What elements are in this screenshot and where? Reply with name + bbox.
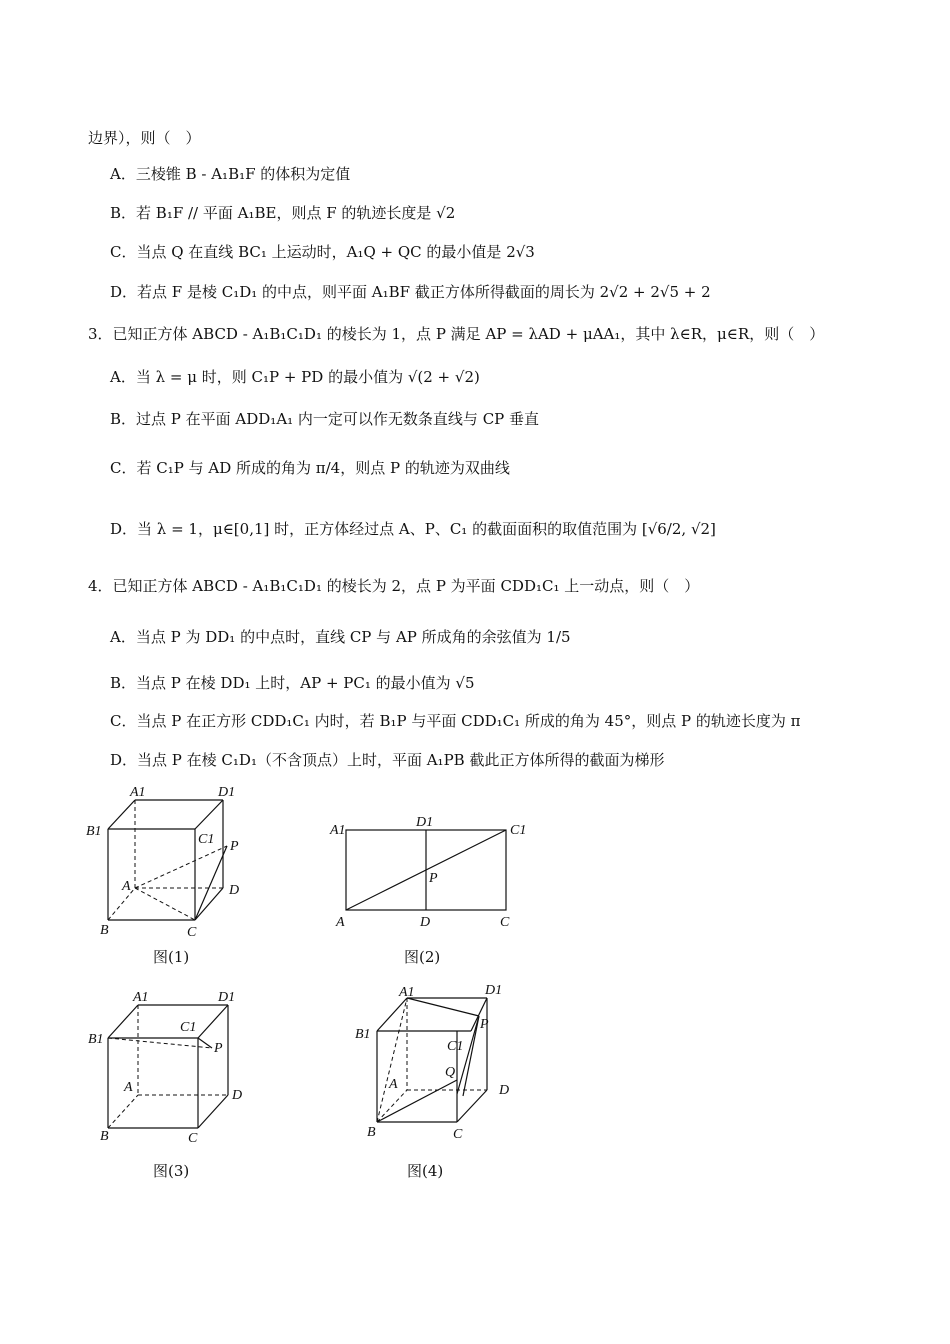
figure-3 [80, 985, 270, 1150]
hidden-edge [108, 1095, 138, 1128]
label-d: D [229, 883, 240, 898]
segment-cp [195, 846, 227, 920]
label-d1: D1 [218, 990, 236, 1005]
caption-figure-1: 图(1) [153, 948, 190, 966]
label-d1: D1 [485, 983, 503, 998]
label-d1: D1 [416, 815, 434, 830]
label-d1: D1 [218, 785, 236, 800]
label-b: B [100, 923, 109, 938]
label-a: A [389, 1077, 398, 1092]
option-c: C．若 C₁P 与 AD 所成的角为 π/4，则点 P 的轨迹为双曲线 [110, 459, 510, 477]
edge [457, 1090, 487, 1122]
edge [198, 1095, 228, 1128]
label-d: D [499, 1083, 510, 1098]
option-b: B．当点 P 在棱 DD₁ 上时，AP + PC₁ 的最小值为 √5 [110, 674, 475, 692]
caption-figure-3: 图(3) [153, 1162, 190, 1180]
hidden-edge [377, 1090, 407, 1122]
label-c: C [500, 915, 510, 930]
hidden-segment [135, 846, 227, 888]
label-a: A [122, 879, 131, 894]
option-b: B．若 B₁F // 平面 A₁BE，则点 F 的轨迹长度是 √2 [110, 204, 456, 222]
segment-b1p [108, 1038, 212, 1048]
edge [108, 1005, 138, 1038]
segment-a1b [377, 998, 407, 1122]
label-q: Q [445, 1065, 456, 1080]
edge [195, 888, 223, 920]
question-3: 3．已知正方体 ABCD - A₁B₁C₁D₁ 的棱长为 1，点 P 满足 AP = λAD + μAA₁，其中 λ∈R，μ∈R，则（ ） [88, 325, 825, 343]
figure-2 [320, 810, 540, 935]
label-b: B [100, 1129, 109, 1144]
option-a: A．当点 P 为 DD₁ 的中点时，直线 CP 与 AP 所成角的余弦值为 1/5 [110, 628, 571, 646]
label-a1: A1 [133, 990, 149, 1005]
label-p: P [480, 1017, 489, 1032]
label-c1: C1 [447, 1039, 464, 1054]
label-c1: C1 [198, 832, 215, 847]
figure-1 [80, 780, 270, 940]
edge [108, 800, 135, 829]
caption-figure-4: 图(4) [407, 1162, 444, 1180]
question-4: 4．已知正方体 ABCD - A₁B₁C₁D₁ 的棱长为 2，点 P 为平面 CDD₁C₁ 上一动点，则（ ） [88, 577, 700, 595]
label-d: D [420, 915, 431, 930]
segment-p [463, 1016, 479, 1096]
label-a1: A1 [330, 823, 346, 838]
option-d: D．若点 F 是棱 C₁D₁ 的中点，则平面 A₁BF 截正方体所得截面的周长为 2√2 + 2√5 + 2 [110, 283, 711, 301]
label-p: P [230, 839, 239, 854]
hidden-segment [135, 888, 195, 920]
option-d: D．当点 P 在棱 C₁D₁（不含顶点）上时，平面 A₁PB 截此正方体所得的截面为梯形 [110, 751, 665, 769]
text-line: 边界），则（ ） [88, 129, 201, 147]
label-b1: B1 [88, 1032, 104, 1047]
label-a1: A1 [130, 785, 146, 800]
option-c: C．当点 P 在正方形 CDD₁C₁ 内时，若 B₁P 与平面 CDD₁C₁ 所成的角为 45°，则点 P 的轨迹长度为 π [110, 712, 801, 730]
label-c: C [453, 1127, 463, 1142]
segment-pq [457, 1016, 479, 1094]
label-a1: A1 [399, 985, 415, 1000]
label-p: P [214, 1041, 223, 1056]
label-c1: C1 [180, 1020, 197, 1035]
option-a: A．三棱锥 B - A₁B₁F 的体积为定值 [110, 165, 351, 183]
label-c1: C1 [510, 823, 527, 838]
label-p: P [429, 871, 438, 886]
option-c: C．当点 Q 在直线 BC₁ 上运动时，A₁Q + QC 的最小值是 2√3 [110, 243, 535, 261]
option-a: A．当 λ = μ 时，则 C₁P + PD 的最小值为 √(2 + √2) [110, 368, 480, 386]
label-d: D [232, 1088, 243, 1103]
label-a: A [124, 1080, 133, 1095]
option-b: B．过点 P 在平面 ADD₁A₁ 内一定可以作无数条直线与 CP 垂直 [110, 410, 540, 428]
segment-a1p [407, 998, 479, 1016]
label-c: C [187, 925, 197, 940]
edge [198, 1005, 228, 1038]
figure-4 [345, 980, 535, 1145]
edge [377, 998, 407, 1031]
label-a: A [336, 915, 345, 930]
label-b1: B1 [355, 1027, 371, 1042]
label-c: C [188, 1131, 198, 1146]
caption-figure-2: 图(2) [404, 948, 441, 966]
option-d: D．当 λ = 1，μ∈[0,1] 时，正方体经过点 A、P、C₁ 的截面面积的取值范围为 [√6/2, √2] [110, 520, 716, 538]
label-b1: B1 [86, 824, 102, 839]
edge [195, 800, 223, 829]
label-b: B [367, 1125, 376, 1140]
